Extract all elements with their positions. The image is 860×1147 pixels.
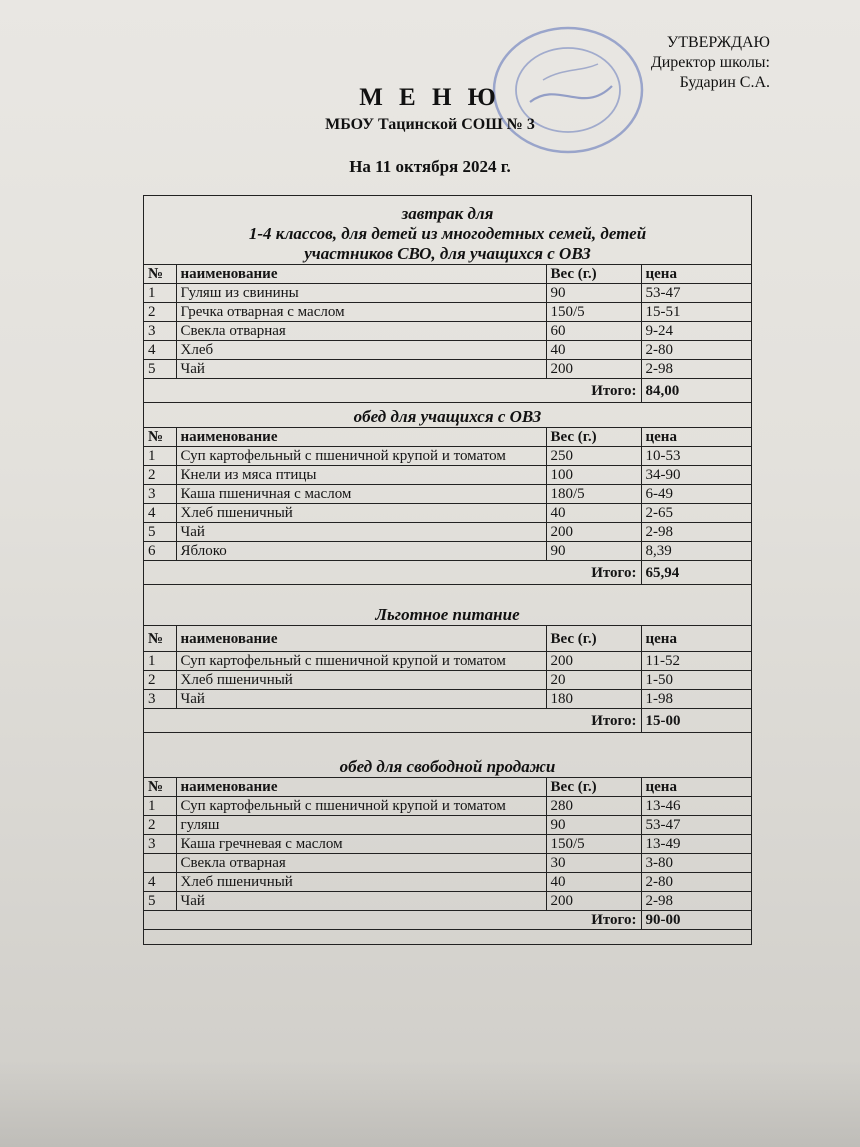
table-row: 2 Хлеб пшеничный 20 1-50 (144, 671, 751, 690)
table-header-row: № наименование Вес (г.) цена (144, 778, 751, 797)
table-row: 6 Яблоко 90 8,39 (144, 542, 751, 561)
table-row: 4 Хлеб пшеничный 40 2-65 (144, 504, 751, 523)
col-num-header: № (144, 265, 176, 284)
section-title-line: обед для свободной продажи (339, 757, 556, 776)
table-row: 1 Суп картофельный с пшеничной крупой и томатом 200 11-52 (144, 652, 751, 671)
total-row: Итого: 90-00 (144, 911, 751, 930)
section-title-line: 1-4 классов, для детей из многодетных семей, детей (248, 224, 647, 243)
section-title (144, 403, 751, 428)
table-row: 1 Суп картофельный с пшеничной крупой и томатом 280 13-46 (144, 797, 751, 816)
table-row: 3 Каша гречневая с маслом 150/5 13-49 (144, 835, 751, 854)
table-row: Свекла отварная 30 3-80 (144, 854, 751, 873)
table-row: 5 Чай 200 2-98 (144, 360, 751, 379)
col-price-header: цена (641, 265, 751, 284)
table-header-row: № наименование Вес (г.) цена (144, 626, 751, 652)
section-title-line: участников СВО, для учащихся с ОВЗ (304, 244, 591, 263)
menu-table (144, 778, 751, 930)
total-label: Итого: (144, 379, 641, 403)
section-title (144, 196, 751, 265)
approval-title: УТВЕРЖДАЮ (666, 34, 770, 51)
table-row: 4 Хлеб 40 2-80 (144, 341, 751, 360)
col-name-header: наименование (176, 265, 546, 284)
section-title (144, 585, 751, 626)
table-row: 1 Гуляш из свинины 90 53-47 (144, 284, 751, 303)
menu-table (144, 265, 751, 403)
approval-name: Бударин С.А. (679, 74, 770, 91)
section-title (144, 733, 751, 778)
table-row: 3 Чай 180 1-98 (144, 690, 751, 709)
table-header-row: № наименование Вес (г.) цена (144, 428, 751, 447)
table-row: 3 Свекла отварная 60 9-24 (144, 322, 751, 341)
total-row (144, 379, 751, 403)
table-row: 2 Гречка отварная с маслом 150/5 15-51 (144, 303, 751, 322)
school-name: МБОУ Тацинской СОШ № 3 (325, 116, 535, 133)
table-row: 2 гуляш 90 53-47 (144, 816, 751, 835)
table-row: 4 Хлеб пшеничный 40 2-80 (144, 873, 751, 892)
table-header-row (144, 265, 751, 284)
table-row: 3 Каша пшеничная с маслом 180/5 6-49 (144, 485, 751, 504)
section-title-line: Льготное питание (375, 605, 520, 624)
table-row: 1 Суп картофельный с пшеничной крупой и томатом 250 10-53 (144, 447, 751, 466)
menu-date: На 11 октября 2024 г. (349, 157, 511, 176)
document-title: М Е Н Ю (359, 84, 501, 111)
section-title-line: обед для учащихся с ОВЗ (353, 407, 542, 426)
menu-table (144, 428, 751, 585)
paper-shadow (0, 1060, 860, 1147)
section-title-line: завтрак для (401, 204, 494, 223)
total-row: Итого: 15-00 (144, 709, 751, 733)
table-row: 5 Чай 200 2-98 (144, 523, 751, 542)
col-weight-header: Вес (г.) (546, 265, 641, 284)
total-value: 84,00 (641, 379, 751, 403)
table-row: 2 Кнели из мяса птицы 100 34-90 (144, 466, 751, 485)
total-row: Итого: 65,94 (144, 561, 751, 585)
table-row: 5 Чай 200 2-98 (144, 892, 751, 911)
frame-bottom-space (144, 930, 751, 944)
menu-table (144, 626, 751, 733)
approval-position: Директор школы: (650, 54, 770, 71)
menu-frame (143, 195, 752, 945)
